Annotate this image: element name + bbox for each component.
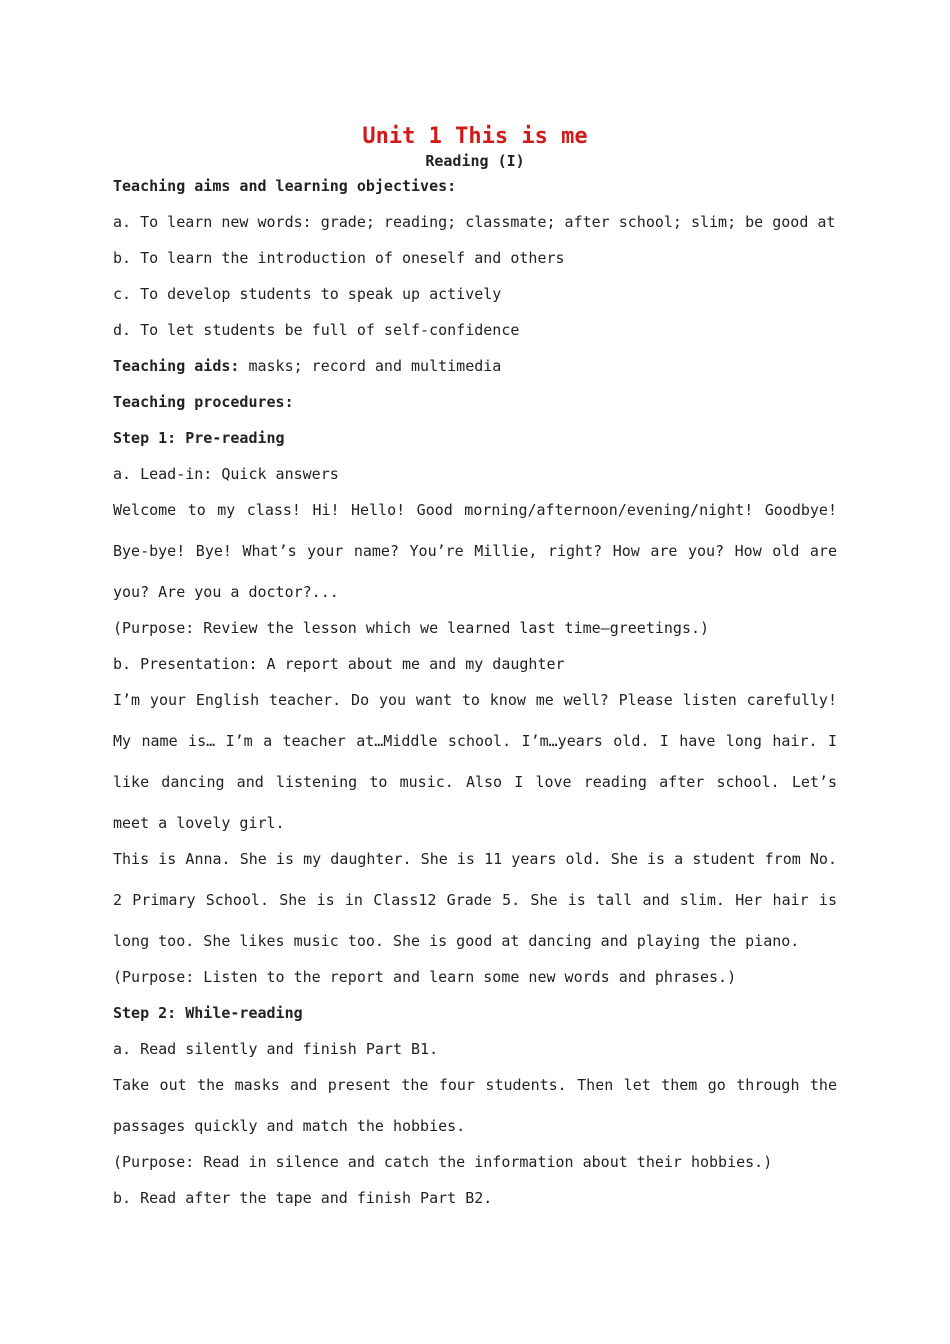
aids-label: Teaching aids: bbox=[113, 357, 240, 375]
step2-item-b: b. Read after the tape and finish Part B2. bbox=[113, 1189, 493, 1207]
step2-heading: Step 2: While-reading bbox=[113, 1004, 303, 1022]
document-body bbox=[113, 175, 837, 1223]
step1-purpose-a: (Purpose: Review the lesson which we learned last time—greetings.) bbox=[113, 619, 710, 637]
aim-item: c. To develop students to speak up actively bbox=[113, 285, 502, 303]
step1-item-b: b. Presentation: A report about me and my daughter bbox=[113, 655, 565, 673]
page-subtitle: Reading (I) bbox=[425, 152, 525, 170]
step1-item-a: a. Lead-in: Quick answers bbox=[113, 465, 339, 483]
teaching-aids bbox=[113, 355, 837, 391]
procedures-heading: Teaching procedures: bbox=[113, 393, 294, 411]
aim-item: d. To let students be full of self-confidence bbox=[113, 321, 520, 339]
step1-paragraph-a: Welcome to my class! Hi! Hello! Good morning/afternoon/evening/night! Goodbye! Bye-bye! Bye! What’s your name? You’re Millie, right? How are you? How old are you? Are you a doctor?... bbox=[113, 501, 837, 601]
aim-item: b. To learn the introduction of oneself and others bbox=[113, 249, 565, 267]
step1-paragraph-b2: This is Anna. She is my daughter. She is 11 years old. She is a student from No. 2 Primary School. She is in Class12 Grade 5. She is tall and slim. Her hair is long too. She likes music too. She is good at dancing and playing the piano. bbox=[113, 850, 837, 950]
aids-value: masks; record and multimedia bbox=[239, 357, 502, 375]
step2-purpose-a: (Purpose: Read in silence and catch the information about their hobbies.) bbox=[113, 1153, 773, 1171]
page-title: Unit 1 This is me bbox=[362, 124, 588, 149]
step1-purpose-b: (Purpose: Listen to the report and learn some new words and phrases.) bbox=[113, 968, 737, 986]
step1-heading: Step 1: Pre-reading bbox=[113, 429, 285, 447]
aims-heading: Teaching aims and learning objectives: bbox=[113, 177, 457, 195]
step2-paragraph-a: Take out the masks and present the four students. Then let them go through the passages quickly and match the hobbies. bbox=[113, 1076, 837, 1135]
step1-paragraph-b1: I’m your English teacher. Do you want to know me well? Please listen carefully! My name is… I’m a teacher at…Middle school. I’m…years old. I have long hair. I like dancing and listening to music. Also I love reading after school. Let’s meet a lovely girl. bbox=[113, 691, 837, 832]
step2-item-a: a. Read silently and finish Part B1. bbox=[113, 1040, 439, 1058]
aim-item: a. To learn new words: grade; reading; classmate; after school; slim; be good at bbox=[113, 213, 836, 231]
